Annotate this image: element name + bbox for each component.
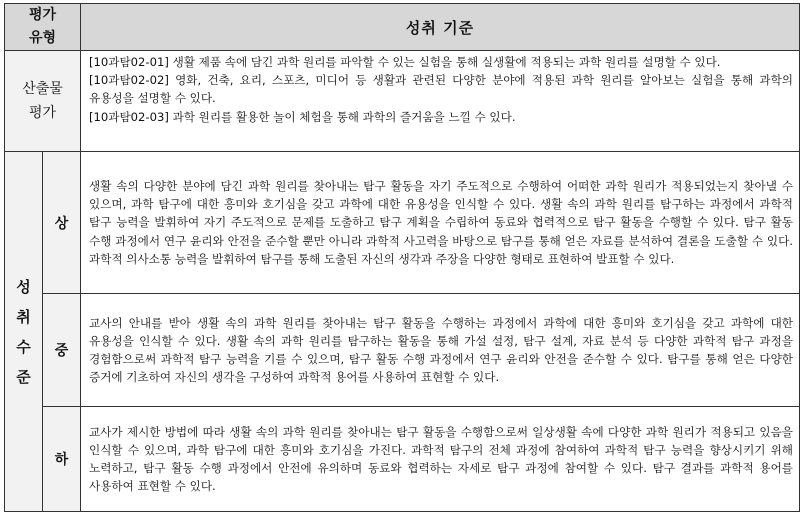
achievement-level-char: 취 bbox=[16, 307, 31, 326]
product-evaluation-label-line2: 평가 bbox=[28, 105, 57, 121]
achievement-level-char: 준 bbox=[16, 367, 31, 386]
level-grade-middle: 중 bbox=[43, 294, 81, 407]
product-evaluation-label-line1: 산출물 bbox=[22, 81, 63, 97]
achievement-level-char: 수 bbox=[16, 337, 31, 356]
achievement-standard-header: 성취 기준 bbox=[81, 4, 800, 51]
level-grade-low: 하 bbox=[43, 407, 81, 512]
level-description-middle: 교사의 안내를 받아 생활 속의 과학 원리를 찾아내는 탐구 활동을 수행하는 과정에서 과학에 대한 흥미와 호기심을 갖고 과학에 대한 유용성을 인식할 수 있다. 생활 속의 과학 원리를 탐구하는 활동을 통해 가설 설정, 탐구 설계, 자료 분석 등 다양한 과학적 탐구 과정을 경험함으로써 과학적 탐구 능력을 기를 수 있으며, 탐구 활동 수행 과정에서 연구 윤리와 안전을 준수할 수 있다. 탐구를 통해 얻은 다양한 증거에 기초하여 자신의 생각을 구성하여 과학적 용어를 사용하여 표현할 수 있다. bbox=[81, 294, 800, 407]
achievement-level-label bbox=[5, 152, 43, 512]
product-evaluation-row bbox=[5, 51, 800, 152]
achievement-rubric-table bbox=[4, 3, 800, 512]
level-row-high bbox=[5, 152, 800, 294]
evaluation-type-header-line1: 평가 bbox=[28, 7, 57, 23]
level-grade-high: 상 bbox=[43, 152, 81, 294]
level-row-middle bbox=[5, 294, 800, 407]
level-description-low: 교사가 제시한 방법에 따라 생활 속의 과학 원리를 찾아내는 탐구 활동을 수행함으로써 일상생활 속에 다양한 과학 원리가 적용되고 있음을 인식할 수 있으며, 과학 탐구에 대한 흥미와 호기심을 가진다. 과학적 탐구의 전체 과정에 참여하여 과학적 탐구 능력을 향상시키기 위해 노력하고, 탐구 활동 수행 과정에서 안전에 유의하며 동료와 협력하는 자세로 탐구 과정에 참여할 수 있다. 탐구 결과를 과학적 용어를 사용하여 표현할 수 있다. bbox=[81, 407, 800, 512]
standard-item: [10과탐02-02] 영화, 건축, 요리, 스포츠, 미디어 등 생활과 관련된 다양한 분야에 적용된 과학 원리를 알아보는 실험을 통해 과학의 유용성을 설명할 수 있다. bbox=[89, 73, 793, 106]
standard-item: [10과탐02-03] 과학 원리를 활용한 놀이 체험을 통해 과학의 즐거움을 느낄 수 있다. bbox=[89, 109, 516, 124]
evaluation-type-header bbox=[5, 4, 81, 51]
standard-item: [10과탐02-01] 생활 제품 속에 담긴 과학 원리를 파악할 수 있는 실험을 통해 실생활에 적용되는 과학 원리를 설명할 수 있다. bbox=[89, 55, 721, 69]
achievement-level-char: 성 bbox=[16, 277, 31, 296]
product-evaluation-label bbox=[5, 51, 81, 152]
evaluation-type-header-line2: 유형 bbox=[28, 30, 57, 46]
product-evaluation-standards bbox=[81, 51, 800, 152]
header-row bbox=[5, 4, 800, 51]
level-description-high: 생활 속의 다양한 분야에 담긴 과학 원리를 찾아내는 탐구 활동을 자기 주도적으로 수행하여 어떠한 과학 원리가 적용되었는지 찾아낼 수 있으며, 과학 탐구에 대한 흥미와 호기심을 갖고 과학에 대한 유용성을 인식할 수 있다. 생활 속의 과학 원리를 탐구하는 과정에서 과학적 탐구 능력을 발휘하여 자기 주도적으로 문제를 도출하고 탐구 계획을 수립하여 동료와 협력적으로 탐구 활동을 수행할 수 있다. 탐구 활동 수행 과정에서 연구 윤리와 안전을 준수할 뿐만 아니라 과학적 사고력을 바탕으로 탐구를 통해 얻은 자료를 분석하여 결론을 도출할 수 있다. 과학적 의사소통 능력을 발휘하여 탐구를 통해 도출된 자신의 생각과 주장을 다양한 형태로 표현하여 발표할 수 있다. bbox=[81, 152, 800, 294]
